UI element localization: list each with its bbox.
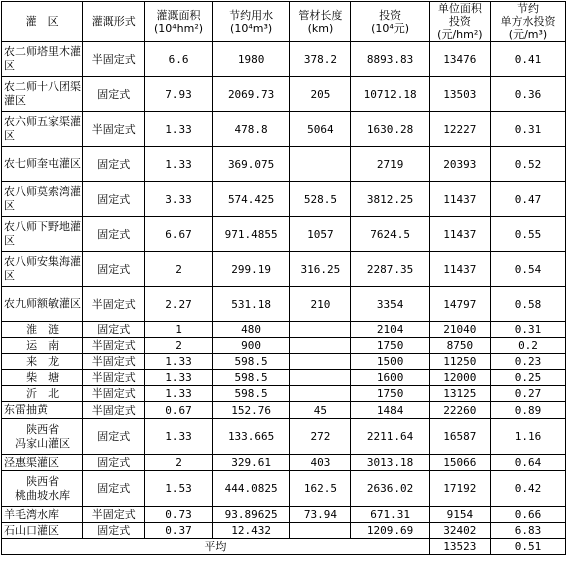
unit-water-cell: 0.89: [491, 402, 566, 419]
table-row: [2, 523, 566, 539]
invest-cell: 2287.35: [351, 252, 429, 287]
invest-cell: 1630.28: [351, 112, 429, 147]
unit-area-cell: 11250: [429, 354, 490, 370]
unit-area-cell: 9154: [429, 507, 490, 523]
invest-cell: 1500: [351, 354, 429, 370]
header-line: (元/m³): [508, 28, 548, 41]
water-cell: 900: [212, 338, 289, 354]
pipe-cell: 162.5: [290, 471, 351, 507]
invest-cell: 10712.18: [351, 77, 429, 112]
invest-cell: 1750: [351, 338, 429, 354]
average-unit-water: 0.51: [491, 539, 566, 555]
header-row: [2, 2, 566, 42]
pipe-cell: [290, 354, 351, 370]
pipe-cell: 272: [290, 419, 351, 455]
pipe-cell: 5064: [290, 112, 351, 147]
region-cell: 东雷抽黄: [2, 402, 83, 419]
unit-water-cell: 0.64: [491, 455, 566, 471]
pipe-cell: 210: [290, 287, 351, 322]
header-line: (10⁴m³): [230, 21, 273, 35]
header-line: 单方水投资: [500, 15, 556, 28]
table-row: [2, 147, 566, 182]
region-cell: 陕西省 桃曲坡水库: [2, 471, 83, 507]
region-cell: 淮 涟: [2, 322, 83, 338]
area-cell: 3.33: [145, 182, 213, 217]
invest-cell: 3812.25: [351, 182, 429, 217]
header-line: 单位面积: [437, 2, 482, 15]
invest-cell: 1750: [351, 386, 429, 402]
unit-water-cell: 0.27: [491, 386, 566, 402]
water-cell: 299.19: [212, 252, 289, 287]
water-cell: 480: [212, 322, 289, 338]
header-line: 投资: [448, 15, 471, 28]
water-cell: 444.0825: [212, 471, 289, 507]
water-cell: 971.4855: [212, 217, 289, 252]
header-line: (10⁴元): [371, 21, 410, 35]
unit-water-cell: 0.47: [491, 182, 566, 217]
type-cell: 半固定式: [83, 42, 145, 77]
area-cell: 6.67: [145, 217, 213, 252]
area-cell: 0.73: [145, 507, 213, 523]
pipe-cell: 45: [290, 402, 351, 419]
invest-cell: 3013.18: [351, 455, 429, 471]
invest-cell: 1600: [351, 370, 429, 386]
area-cell: 2: [145, 455, 213, 471]
area-cell: 1.53: [145, 471, 213, 507]
header-line: 灌溉面积: [156, 8, 201, 22]
average-row: [2, 539, 566, 555]
pipe-cell: 205: [290, 77, 351, 112]
water-cell: 531.18: [212, 287, 289, 322]
invest-cell: 2636.02: [351, 471, 429, 507]
header-unit-water: [491, 2, 566, 42]
area-cell: 2.27: [145, 287, 213, 322]
table-row: [2, 322, 566, 338]
unit-water-cell: 0.41: [491, 42, 566, 77]
region-cell: 柴 塘: [2, 370, 83, 386]
pipe-cell: [290, 322, 351, 338]
table-row: [2, 338, 566, 354]
pipe-cell: 378.2: [290, 42, 351, 77]
unit-area-cell: 20393: [429, 147, 490, 182]
type-cell: 固定式: [83, 77, 145, 112]
unit-water-cell: 0.36: [491, 77, 566, 112]
unit-area-cell: 11437: [429, 217, 490, 252]
type-cell: 半固定式: [83, 370, 145, 386]
table-row: [2, 77, 566, 112]
water-cell: 598.5: [212, 354, 289, 370]
unit-water-cell: 0.42: [491, 471, 566, 507]
unit-water-cell: 1.16: [491, 419, 566, 455]
unit-area-cell: 21040: [429, 322, 490, 338]
unit-area-cell: 16587: [429, 419, 490, 455]
water-cell: 12.432: [212, 523, 289, 539]
pipe-cell: [290, 386, 351, 402]
unit-area-cell: 11437: [429, 252, 490, 287]
table-row: [2, 370, 566, 386]
region-cell: 农六师五家渠灌区: [2, 112, 83, 147]
type-cell: 半固定式: [83, 386, 145, 402]
type-cell: 半固定式: [83, 354, 145, 370]
unit-area-cell: 22260: [429, 402, 490, 419]
table-row: [2, 507, 566, 523]
invest-cell: 7624.5: [351, 217, 429, 252]
region-cell: 农八师莫索湾灌区: [2, 182, 83, 217]
water-cell: 478.8: [212, 112, 289, 147]
region-cell: 农七师奎屯灌区: [2, 147, 83, 182]
pipe-cell: 528.5: [290, 182, 351, 217]
header-region: 灌 区: [2, 2, 83, 42]
water-cell: 152.76: [212, 402, 289, 419]
unit-area-cell: 32402: [429, 523, 490, 539]
type-cell: 固定式: [83, 147, 145, 182]
type-cell: 固定式: [83, 419, 145, 455]
area-cell: 0.67: [145, 402, 213, 419]
table-row: [2, 182, 566, 217]
water-cell: 369.075: [212, 147, 289, 182]
water-cell: 133.665: [212, 419, 289, 455]
region-cell: 石山口灌区: [2, 523, 83, 539]
unit-area-cell: 15066: [429, 455, 490, 471]
header-invest: [351, 2, 429, 42]
unit-water-cell: 0.2: [491, 338, 566, 354]
unit-area-cell: 14797: [429, 287, 490, 322]
header-pipe: [290, 2, 351, 42]
pipe-cell: 316.25: [290, 252, 351, 287]
water-cell: 329.61: [212, 455, 289, 471]
unit-area-cell: 12000: [429, 370, 490, 386]
invest-cell: 3354: [351, 287, 429, 322]
region-cell: 农二师十八团渠灌区: [2, 77, 83, 112]
average-unit-area: 13523: [429, 539, 490, 555]
pipe-cell: 73.94: [290, 507, 351, 523]
type-cell: 固定式: [83, 523, 145, 539]
unit-area-cell: 8750: [429, 338, 490, 354]
header-line: (10⁴hm²): [153, 21, 204, 35]
type-cell: 半固定式: [83, 507, 145, 523]
area-cell: 7.93: [145, 77, 213, 112]
table-row: [2, 354, 566, 370]
region-cell: 来 龙: [2, 354, 83, 370]
invest-cell: 671.31: [351, 507, 429, 523]
unit-area-cell: 11437: [429, 182, 490, 217]
pipe-cell: [290, 147, 351, 182]
unit-water-cell: 0.54: [491, 252, 566, 287]
header-line: 投资: [379, 8, 402, 22]
area-cell: 1.33: [145, 147, 213, 182]
table-row: [2, 252, 566, 287]
area-cell: 1.33: [145, 370, 213, 386]
type-cell: 固定式: [83, 455, 145, 471]
region-cell: 泾惠渠灌区: [2, 455, 83, 471]
header-unit-area: [429, 2, 490, 42]
header-line: 节约用水: [229, 8, 274, 22]
table-row: [2, 42, 566, 77]
table-row: [2, 455, 566, 471]
pipe-cell: [290, 370, 351, 386]
table-row: [2, 112, 566, 147]
unit-area-cell: 13503: [429, 77, 490, 112]
irrigation-investment-table: [1, 1, 566, 555]
area-cell: 1.33: [145, 354, 213, 370]
average-label: 平均: [2, 539, 430, 555]
header-type: 灌溉形式: [83, 2, 145, 42]
area-cell: 2: [145, 338, 213, 354]
header-water: [212, 2, 289, 42]
unit-area-cell: 13125: [429, 386, 490, 402]
area-cell: 1: [145, 322, 213, 338]
region-cell: 沂 北: [2, 386, 83, 402]
water-cell: 574.425: [212, 182, 289, 217]
pipe-cell: [290, 338, 351, 354]
unit-water-cell: 0.52: [491, 147, 566, 182]
area-cell: 1.33: [145, 419, 213, 455]
area-cell: 0.37: [145, 523, 213, 539]
type-cell: 固定式: [83, 217, 145, 252]
invest-cell: 8893.83: [351, 42, 429, 77]
unit-area-cell: 17192: [429, 471, 490, 507]
header-line: 管材长度: [298, 8, 343, 22]
area-cell: 6.6: [145, 42, 213, 77]
region-cell: 运 南: [2, 338, 83, 354]
table-row: [2, 402, 566, 419]
region-cell: 羊毛湾水库: [2, 507, 83, 523]
region-cell: 陕西省 冯家山灌区: [2, 419, 83, 455]
water-cell: 598.5: [212, 370, 289, 386]
type-cell: 固定式: [83, 471, 145, 507]
area-cell: 1.33: [145, 386, 213, 402]
unit-water-cell: 0.31: [491, 322, 566, 338]
invest-cell: 2211.64: [351, 419, 429, 455]
table-row: [2, 386, 566, 402]
water-cell: 93.89625: [212, 507, 289, 523]
unit-water-cell: 0.25: [491, 370, 566, 386]
invest-cell: 2104: [351, 322, 429, 338]
header-area: [145, 2, 213, 42]
unit-water-cell: 0.58: [491, 287, 566, 322]
unit-water-cell: 0.23: [491, 354, 566, 370]
region-cell: 农八师下野地灌区: [2, 217, 83, 252]
water-cell: 598.5: [212, 386, 289, 402]
type-cell: 半固定式: [83, 402, 145, 419]
table-row: [2, 217, 566, 252]
type-cell: 半固定式: [83, 287, 145, 322]
type-cell: 半固定式: [83, 338, 145, 354]
table-row: [2, 287, 566, 322]
type-cell: 固定式: [83, 252, 145, 287]
header-line: (元/hm²): [437, 28, 483, 41]
pipe-cell: [290, 523, 351, 539]
area-cell: 1.33: [145, 112, 213, 147]
region-cell: 农二师塔里木灌区: [2, 42, 83, 77]
table-row: [2, 419, 566, 455]
region-cell: 农九师额敏灌区: [2, 287, 83, 322]
unit-water-cell: 0.31: [491, 112, 566, 147]
unit-area-cell: 13476: [429, 42, 490, 77]
pipe-cell: 1057: [290, 217, 351, 252]
header-line: 节约: [517, 2, 539, 15]
unit-water-cell: 0.66: [491, 507, 566, 523]
water-cell: 1980: [212, 42, 289, 77]
invest-cell: 2719: [351, 147, 429, 182]
type-cell: 固定式: [83, 182, 145, 217]
water-cell: 2069.73: [212, 77, 289, 112]
type-cell: 半固定式: [83, 112, 145, 147]
unit-water-cell: 6.83: [491, 523, 566, 539]
unit-area-cell: 12227: [429, 112, 490, 147]
unit-water-cell: 0.55: [491, 217, 566, 252]
area-cell: 2: [145, 252, 213, 287]
region-cell: 农八师安集海灌区: [2, 252, 83, 287]
pipe-cell: 403: [290, 455, 351, 471]
invest-cell: 1484: [351, 402, 429, 419]
invest-cell: 1209.69: [351, 523, 429, 539]
type-cell: 固定式: [83, 322, 145, 338]
header-line: (km): [307, 21, 334, 35]
table-row: [2, 471, 566, 507]
